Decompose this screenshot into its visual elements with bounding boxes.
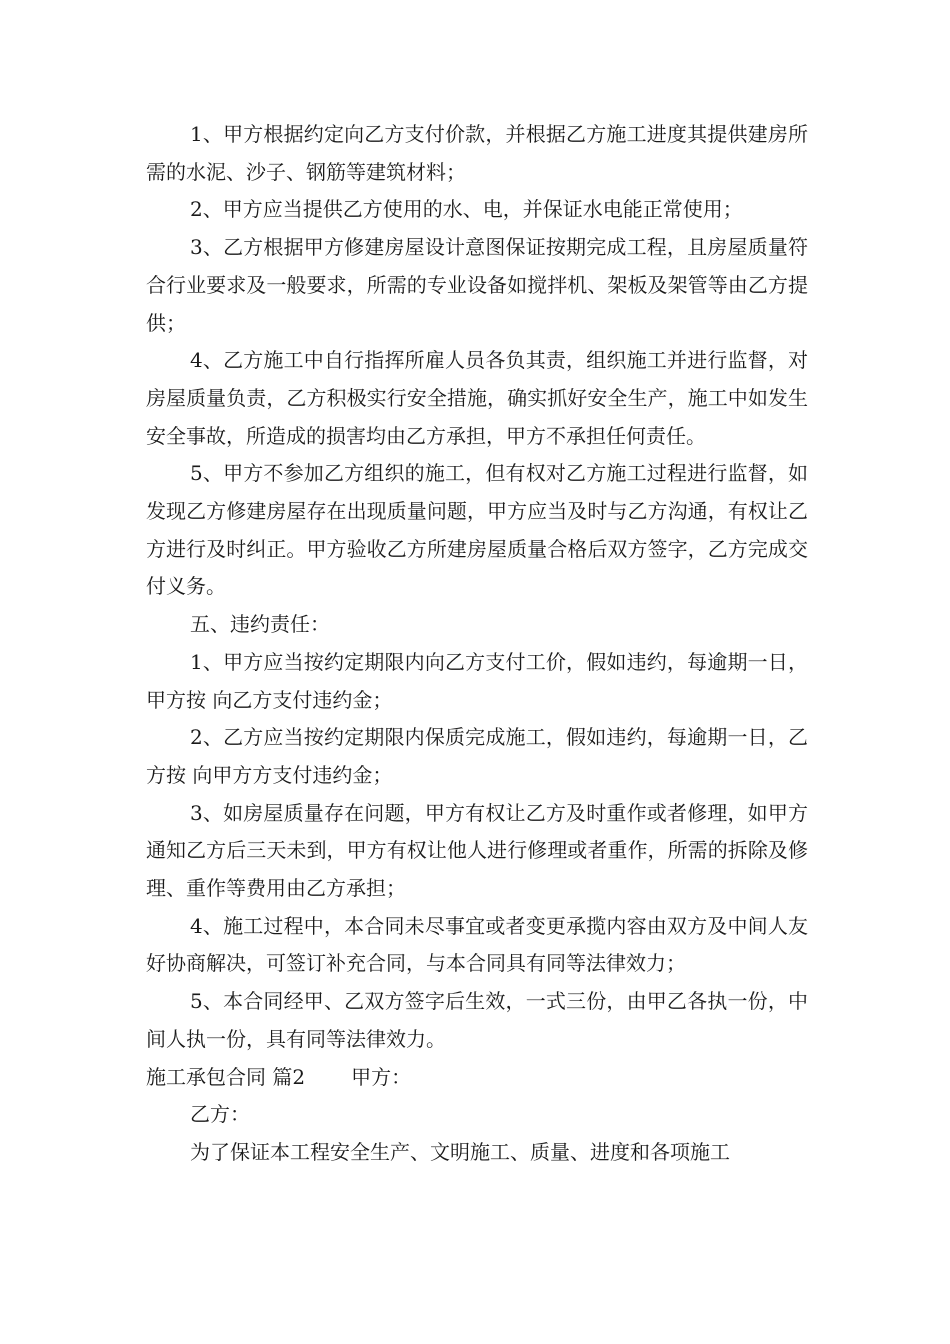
paragraph-breach-3: 3、如房屋质量存在问题，甲方有权让乙方及时重作或者修理，如甲方通知乙方后三天未到，甲方有权让他人进行修理或者重作，所需的拆除及修理、重作等费用由乙方承担；: [146, 800, 808, 901]
party-b-label: 乙方：: [190, 1102, 250, 1127]
paragraph-intro: 为了保证本工程安全生产、文明施工、质量、进度和各项施工: [190, 1139, 730, 1164]
section-heading-breach: 五、违约责任：: [190, 612, 330, 637]
contract-section-title: 施工承包合同 篇2: [146, 1064, 306, 1089]
paragraph-clause-5: 5、甲方不参加乙方组织的施工，但有权对乙方施工过程进行监督，如发现乙方修建房屋存在出现质量问题，甲方应当及时与乙方沟通，有权让乙方进行及时纠正。甲方验收乙方所建房屋质量合格后双方签字，乙方完成交付义务。: [146, 461, 808, 599]
paragraph-clause-3: 3、乙方根据甲方修建房屋设计意图保证按期完成工程，且房屋质量符合行业要求及一般要求，所需的专业设备如搅拌机、架板及架管等由乙方提供；: [146, 235, 808, 335]
paragraph-clause-2: 2、甲方应当提供乙方使用的水、电，并保证水电能正常使用；: [190, 197, 743, 222]
paragraph-breach-5: 5、本合同经甲、乙双方签字后生效，一式三份，由甲乙各执一份，中间人执一份，具有同等法律效力。: [146, 989, 808, 1051]
contract-heading-line: [146, 1059, 808, 1097]
paragraph-clause-1: 1、甲方根据约定向乙方支付价款，并根据乙方施工进度其提供建房所需的水泥、沙子、钢筋等建筑材料；: [146, 122, 808, 184]
paragraph-breach-4: 4、施工过程中，本合同未尽事宜或者变更承揽内容由双方及中间人友好协商解决，可签订补充合同，与本合同具有同等法律效力；: [146, 913, 808, 976]
party-a-label: 甲方：: [351, 1064, 412, 1089]
document-body: [146, 116, 808, 1172]
paragraph-breach-1: 1、甲方应当按约定期限内向乙方支付工价，假如违约，每逾期一日，甲方按 向乙方支付违约金；: [146, 649, 808, 712]
paragraph-breach-2: 2、乙方应当按约定期限内保质完成施工，假如违约，每逾期一日，乙方按 向甲方方支付违约金；: [146, 725, 808, 787]
paragraph-clause-4: 4、乙方施工中自行指挥所雇人员各负其责，组织施工并进行监督，对房屋质量负责，乙方积极实行安全措施，确实抓好安全生产，施工中如发生安全事故，所造成的损害均由乙方承担，甲方不承担任何责任。: [146, 348, 808, 448]
